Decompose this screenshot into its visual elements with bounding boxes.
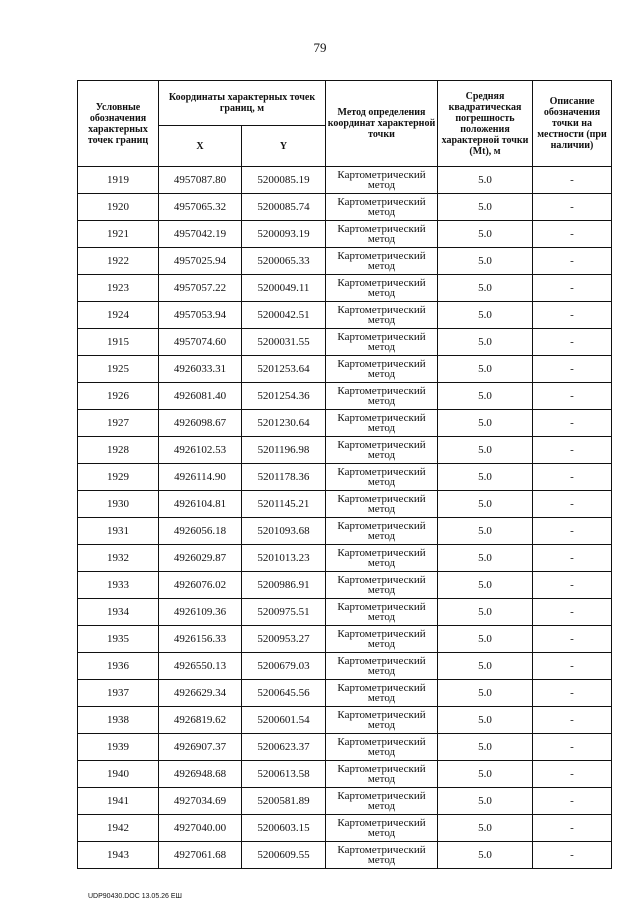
error-cell: 5.0 <box>438 707 533 734</box>
error-cell: 5.0 <box>438 545 533 572</box>
point-cell: 1941 <box>78 788 159 815</box>
error-cell: 5.0 <box>438 464 533 491</box>
error-cell: 5.0 <box>438 383 533 410</box>
method-cell: Картометрический метод <box>326 194 438 221</box>
point-cell: 1933 <box>78 572 159 599</box>
error-cell: 5.0 <box>438 626 533 653</box>
x-coordinate-cell: 4957087.80 <box>159 167 242 194</box>
description-cell: - <box>533 248 612 275</box>
x-coordinate-cell: 4927040.00 <box>159 815 242 842</box>
description-cell: - <box>533 221 612 248</box>
table-row <box>78 221 612 248</box>
y-coordinate-cell: 5200645.56 <box>242 680 326 707</box>
error-cell: 5.0 <box>438 680 533 707</box>
error-cell: 5.0 <box>438 788 533 815</box>
header-y: Y <box>242 126 326 167</box>
error-cell: 5.0 <box>438 302 533 329</box>
method-cell: Картометрический метод <box>326 302 438 329</box>
description-cell: - <box>533 761 612 788</box>
y-coordinate-cell: 5200031.55 <box>242 329 326 356</box>
description-cell: - <box>533 545 612 572</box>
table-row <box>78 545 612 572</box>
error-cell: 5.0 <box>438 761 533 788</box>
error-cell: 5.0 <box>438 842 533 869</box>
point-cell: 1927 <box>78 410 159 437</box>
x-coordinate-cell: 4927061.68 <box>159 842 242 869</box>
x-coordinate-cell: 4957025.94 <box>159 248 242 275</box>
table-row <box>78 464 612 491</box>
point-cell: 1937 <box>78 680 159 707</box>
error-cell: 5.0 <box>438 734 533 761</box>
point-cell: 1921 <box>78 221 159 248</box>
header-coords: Координаты характерных точек границ, м <box>159 81 326 126</box>
x-coordinate-cell: 4926819.62 <box>159 707 242 734</box>
x-coordinate-cell: 4926114.90 <box>159 464 242 491</box>
error-cell: 5.0 <box>438 491 533 518</box>
point-cell: 1932 <box>78 545 159 572</box>
x-coordinate-cell: 4926104.81 <box>159 491 242 518</box>
y-coordinate-cell: 5200609.55 <box>242 842 326 869</box>
point-cell: 1939 <box>78 734 159 761</box>
description-cell: - <box>533 788 612 815</box>
y-coordinate-cell: 5200049.11 <box>242 275 326 302</box>
x-coordinate-cell: 4926629.34 <box>159 680 242 707</box>
table-row <box>78 356 612 383</box>
table-row <box>78 842 612 869</box>
y-coordinate-cell: 5200953.27 <box>242 626 326 653</box>
table-row <box>78 707 612 734</box>
x-coordinate-cell: 4926102.53 <box>159 437 242 464</box>
table-body <box>78 167 612 869</box>
description-cell: - <box>533 410 612 437</box>
table-row <box>78 167 612 194</box>
y-coordinate-cell: 5201013.23 <box>242 545 326 572</box>
y-coordinate-cell: 5201093.68 <box>242 518 326 545</box>
x-coordinate-cell: 4926156.33 <box>159 626 242 653</box>
table-row <box>78 626 612 653</box>
x-coordinate-cell: 4926907.37 <box>159 734 242 761</box>
y-coordinate-cell: 5200085.19 <box>242 167 326 194</box>
y-coordinate-cell: 5201196.98 <box>242 437 326 464</box>
method-cell: Картометрический метод <box>326 464 438 491</box>
table-row <box>78 275 612 302</box>
description-cell: - <box>533 653 612 680</box>
table-row <box>78 572 612 599</box>
description-cell: - <box>533 356 612 383</box>
method-cell: Картометрический метод <box>326 653 438 680</box>
x-coordinate-cell: 4926076.02 <box>159 572 242 599</box>
y-coordinate-cell: 5201145.21 <box>242 491 326 518</box>
method-cell: Картометрический метод <box>326 545 438 572</box>
point-cell: 1920 <box>78 194 159 221</box>
table-row <box>78 437 612 464</box>
method-cell: Картометрический метод <box>326 410 438 437</box>
method-cell: Картометрический метод <box>326 167 438 194</box>
table-row <box>78 383 612 410</box>
x-coordinate-cell: 4926056.18 <box>159 518 242 545</box>
point-cell: 1930 <box>78 491 159 518</box>
point-cell: 1919 <box>78 167 159 194</box>
y-coordinate-cell: 5200093.19 <box>242 221 326 248</box>
error-cell: 5.0 <box>438 815 533 842</box>
method-cell: Картометрический метод <box>326 437 438 464</box>
y-coordinate-cell: 5200042.51 <box>242 302 326 329</box>
y-coordinate-cell: 5200601.54 <box>242 707 326 734</box>
error-cell: 5.0 <box>438 167 533 194</box>
method-cell: Картометрический метод <box>326 599 438 626</box>
x-coordinate-cell: 4957065.32 <box>159 194 242 221</box>
x-coordinate-cell: 4957057.22 <box>159 275 242 302</box>
y-coordinate-cell: 5200679.03 <box>242 653 326 680</box>
y-coordinate-cell: 5200603.15 <box>242 815 326 842</box>
point-cell: 1938 <box>78 707 159 734</box>
y-coordinate-cell: 5200623.37 <box>242 734 326 761</box>
description-cell: - <box>533 626 612 653</box>
error-cell: 5.0 <box>438 248 533 275</box>
error-cell: 5.0 <box>438 572 533 599</box>
table-row <box>78 302 612 329</box>
point-cell: 1935 <box>78 626 159 653</box>
method-cell: Картометрический метод <box>326 491 438 518</box>
table-row <box>78 815 612 842</box>
point-cell: 1936 <box>78 653 159 680</box>
description-cell: - <box>533 464 612 491</box>
description-cell: - <box>533 194 612 221</box>
point-cell: 1931 <box>78 518 159 545</box>
coordinates-table <box>77 80 612 869</box>
point-cell: 1922 <box>78 248 159 275</box>
point-cell: 1926 <box>78 383 159 410</box>
error-cell: 5.0 <box>438 599 533 626</box>
description-cell: - <box>533 842 612 869</box>
description-cell: - <box>533 518 612 545</box>
point-cell: 1942 <box>78 815 159 842</box>
table-row <box>78 761 612 788</box>
x-coordinate-cell: 4926033.31 <box>159 356 242 383</box>
y-coordinate-cell: 5200085.74 <box>242 194 326 221</box>
error-cell: 5.0 <box>438 221 533 248</box>
method-cell: Картометрический метод <box>326 788 438 815</box>
table-row <box>78 491 612 518</box>
table-row <box>78 248 612 275</box>
error-cell: 5.0 <box>438 410 533 437</box>
header-method: Метод определения координат характерной точки <box>326 81 438 167</box>
y-coordinate-cell: 5201230.64 <box>242 410 326 437</box>
y-coordinate-cell: 5200975.51 <box>242 599 326 626</box>
description-cell: - <box>533 491 612 518</box>
description-cell: - <box>533 680 612 707</box>
y-coordinate-cell: 5200613.58 <box>242 761 326 788</box>
table-row <box>78 734 612 761</box>
table-row <box>78 680 612 707</box>
point-cell: 1934 <box>78 599 159 626</box>
point-cell: 1940 <box>78 761 159 788</box>
description-cell: - <box>533 599 612 626</box>
x-coordinate-cell: 4926550.13 <box>159 653 242 680</box>
description-cell: - <box>533 275 612 302</box>
table-row <box>78 194 612 221</box>
method-cell: Картометрический метод <box>326 842 438 869</box>
error-cell: 5.0 <box>438 653 533 680</box>
table-row <box>78 410 612 437</box>
table-row <box>78 599 612 626</box>
x-coordinate-cell: 4926109.36 <box>159 599 242 626</box>
x-coordinate-cell: 4957053.94 <box>159 302 242 329</box>
description-cell: - <box>533 815 612 842</box>
description-cell: - <box>533 302 612 329</box>
method-cell: Картометрический метод <box>326 572 438 599</box>
method-cell: Картометрический метод <box>326 383 438 410</box>
y-coordinate-cell: 5200581.89 <box>242 788 326 815</box>
y-coordinate-cell: 5200986.91 <box>242 572 326 599</box>
method-cell: Картометрический метод <box>326 356 438 383</box>
x-coordinate-cell: 4926029.87 <box>159 545 242 572</box>
error-cell: 5.0 <box>438 275 533 302</box>
method-cell: Картометрический метод <box>326 221 438 248</box>
x-coordinate-cell: 4926098.67 <box>159 410 242 437</box>
page-number: 79 <box>313 40 327 55</box>
method-cell: Картометрический метод <box>326 329 438 356</box>
method-cell: Картометрический метод <box>326 707 438 734</box>
method-cell: Картометрический метод <box>326 761 438 788</box>
header-error: Средняя квадратическая погрешность положения характерной точки (Mt), м <box>438 81 533 167</box>
table-row <box>78 653 612 680</box>
header-description: Описание обозначения точки на местности (при наличии) <box>533 81 612 167</box>
table-row <box>78 518 612 545</box>
table-row <box>78 788 612 815</box>
x-coordinate-cell: 4957042.19 <box>159 221 242 248</box>
x-coordinate-cell: 4957074.60 <box>159 329 242 356</box>
y-coordinate-cell: 5200065.33 <box>242 248 326 275</box>
error-cell: 5.0 <box>438 437 533 464</box>
error-cell: 5.0 <box>438 329 533 356</box>
description-cell: - <box>533 734 612 761</box>
point-cell: 1915 <box>78 329 159 356</box>
error-cell: 5.0 <box>438 518 533 545</box>
method-cell: Картометрический метод <box>326 734 438 761</box>
y-coordinate-cell: 5201253.64 <box>242 356 326 383</box>
description-cell: - <box>533 572 612 599</box>
method-cell: Картометрический метод <box>326 518 438 545</box>
header-x: X <box>159 126 242 167</box>
description-cell: - <box>533 437 612 464</box>
method-cell: Картометрический метод <box>326 626 438 653</box>
method-cell: Картометрический метод <box>326 680 438 707</box>
point-cell: 1925 <box>78 356 159 383</box>
error-cell: 5.0 <box>438 194 533 221</box>
table-row <box>78 329 612 356</box>
x-coordinate-cell: 4926948.68 <box>159 761 242 788</box>
description-cell: - <box>533 383 612 410</box>
point-cell: 1924 <box>78 302 159 329</box>
description-cell: - <box>533 167 612 194</box>
x-coordinate-cell: 4926081.40 <box>159 383 242 410</box>
error-cell: 5.0 <box>438 356 533 383</box>
x-coordinate-cell: 4927034.69 <box>159 788 242 815</box>
point-cell: 1928 <box>78 437 159 464</box>
document-footer: UDP90430.DOC 13.05.26 ЕШ <box>88 893 182 900</box>
method-cell: Картометрический метод <box>326 248 438 275</box>
y-coordinate-cell: 5201178.36 <box>242 464 326 491</box>
header-point: Условные обозначения характерных точек границ <box>78 81 159 167</box>
description-cell: - <box>533 329 612 356</box>
y-coordinate-cell: 5201254.36 <box>242 383 326 410</box>
method-cell: Картометрический метод <box>326 815 438 842</box>
point-cell: 1923 <box>78 275 159 302</box>
point-cell: 1929 <box>78 464 159 491</box>
description-cell: - <box>533 707 612 734</box>
point-cell: 1943 <box>78 842 159 869</box>
method-cell: Картометрический метод <box>326 275 438 302</box>
